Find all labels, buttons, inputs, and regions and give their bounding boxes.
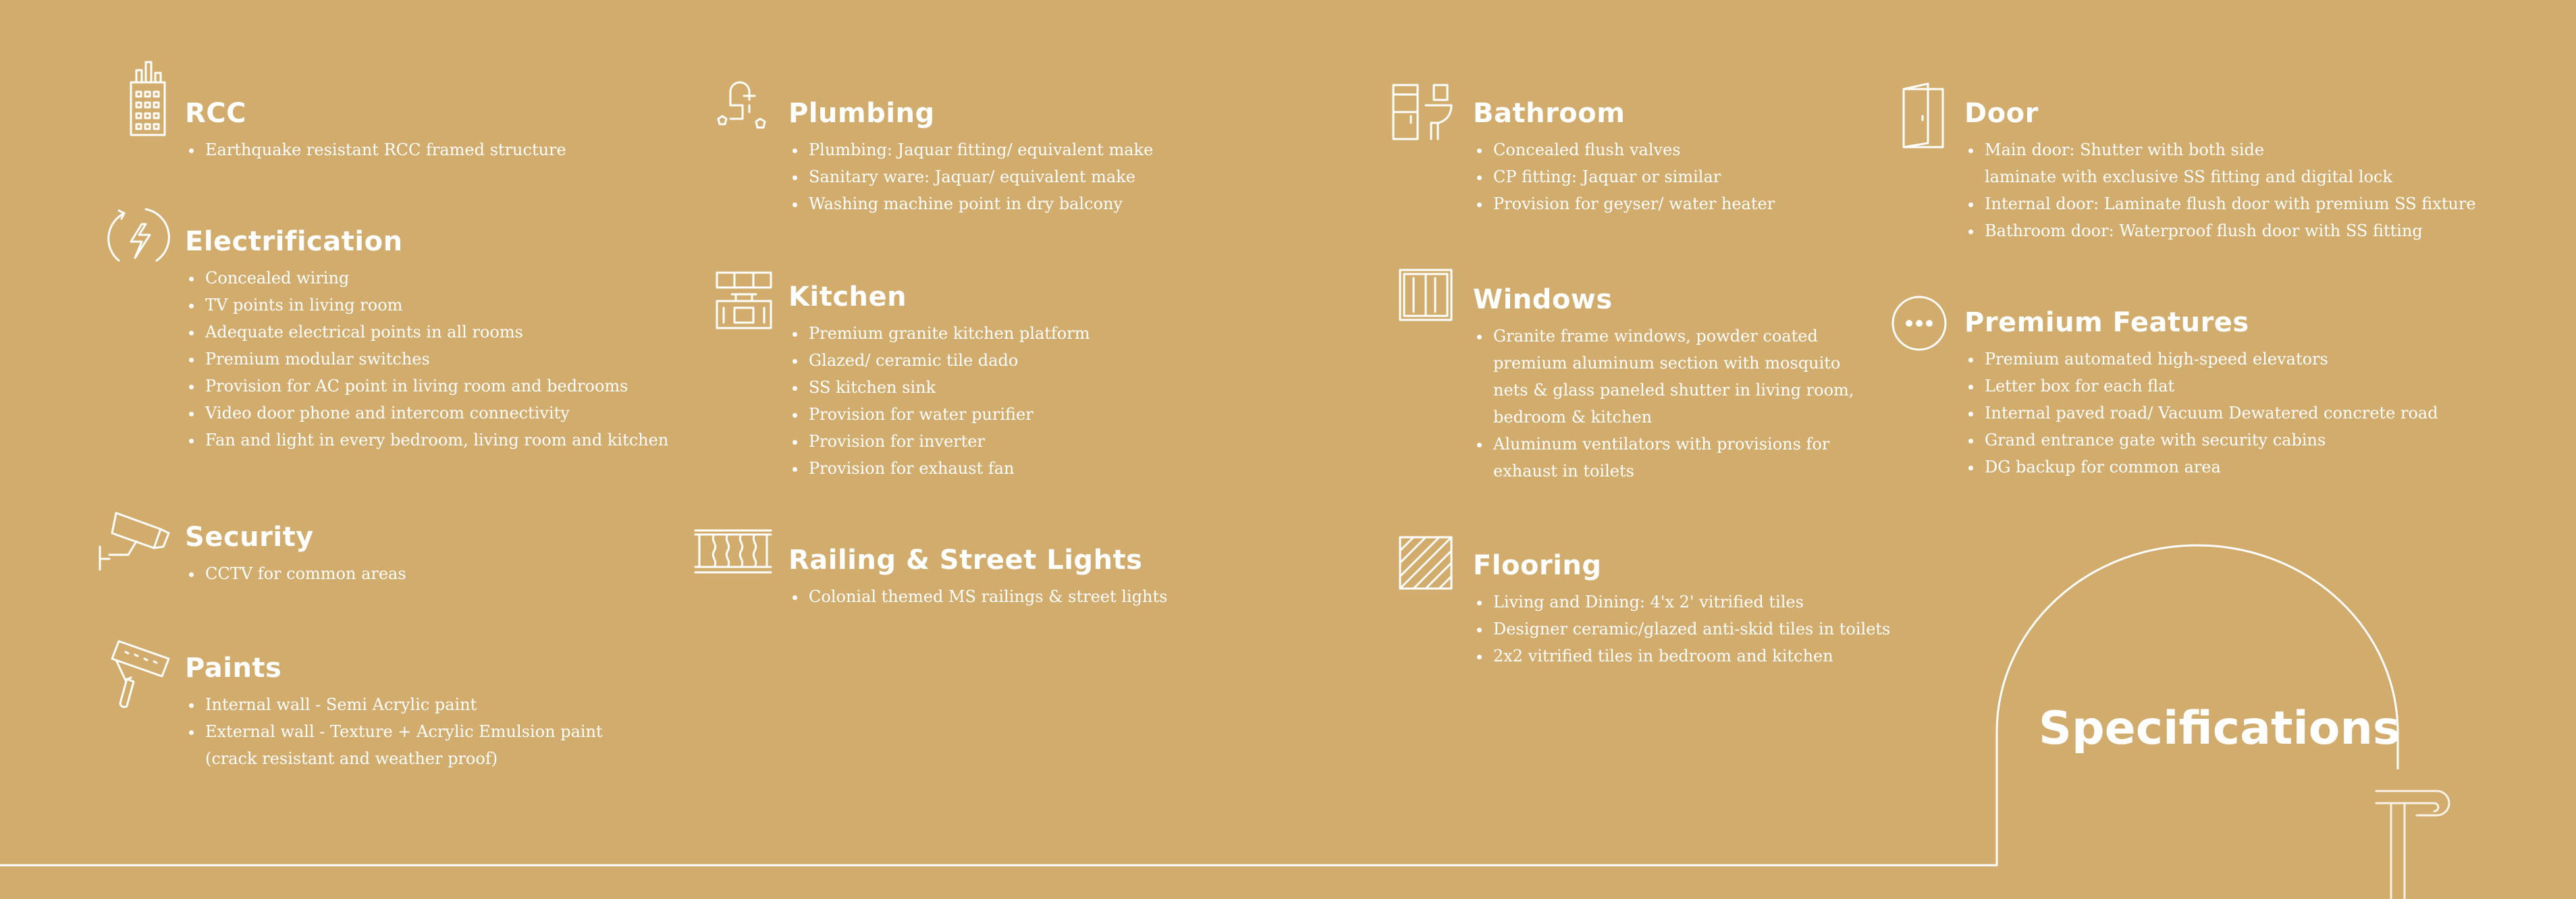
section-security xyxy=(185,521,406,587)
section-bathroom xyxy=(1473,97,1775,217)
faucet-icon xyxy=(716,78,772,139)
list-item: Concealed flush valves xyxy=(1473,136,1775,163)
list-item: Main door: Shutter with both side laminate with exclusive SS fitting and digital lock xyxy=(1964,136,2476,190)
list-item: DG backup for common area xyxy=(1964,454,2438,481)
section-title: Kitchen xyxy=(788,281,907,312)
section-flooring xyxy=(1473,549,1890,670)
section-electrification xyxy=(185,225,668,454)
kitchen-icon xyxy=(716,270,772,329)
more-dots-icon xyxy=(1890,294,1948,352)
list-item: External wall - Texture + Acrylic Emulsion paint (crack resistant and weather proof) xyxy=(185,718,603,772)
door-icon xyxy=(1901,82,1948,150)
section-title: Railing & Street Lights xyxy=(788,545,1143,576)
list-item: Fan and light in every bedroom, living room and kitchen xyxy=(185,427,668,454)
section-title: Electrification xyxy=(185,226,403,257)
section-kitchen xyxy=(788,281,1090,482)
window-icon xyxy=(1397,267,1454,323)
list-item: Internal wall - Semi Acrylic paint xyxy=(185,691,603,718)
list-item: Designer ceramic/glazed anti-skid tiles in toilets xyxy=(1473,616,1890,643)
section-title: Plumbing xyxy=(788,98,935,129)
section-railing-street-lights xyxy=(788,544,1167,610)
list-item: Colonial themed MS railings & street lights xyxy=(788,583,1167,610)
section-title: Premium Features xyxy=(1964,307,2249,338)
list-item: Washing machine point in dry balcony xyxy=(788,190,1153,217)
railing-icon xyxy=(694,526,772,576)
list-item: Internal door: Laminate flush door with premium SS fixture xyxy=(1964,190,2476,217)
list-item: CCTV for common areas xyxy=(185,560,406,587)
list-item: Glazed/ ceramic tile dado xyxy=(788,347,1090,374)
list-item: Provision for inverter xyxy=(788,428,1090,455)
section-premium-features xyxy=(1964,306,2438,481)
list-item: Concealed wiring xyxy=(185,265,668,292)
list-item: Video door phone and intercom connectivity xyxy=(185,400,668,427)
list-item: SS kitchen sink xyxy=(788,374,1090,401)
cctv-camera-icon xyxy=(96,506,171,571)
list-item: TV points in living room xyxy=(185,292,668,319)
list-item: CP fitting: Jaquar or similar xyxy=(1473,163,1775,190)
section-plumbing xyxy=(788,97,1153,217)
section-paints xyxy=(185,652,603,772)
page-title: Specifications xyxy=(2039,702,2400,755)
list-item: Earthquake resistant RCC framed structure xyxy=(185,136,566,163)
section-title: Security xyxy=(185,522,314,553)
list-item: Living and Dining: 4'x 2' vitrified tiles xyxy=(1473,589,1890,616)
list-item: Premium modular switches xyxy=(185,346,668,373)
section-windows xyxy=(1473,283,1854,485)
list-item: Internal paved road/ Vacuum Dewatered concrete road xyxy=(1964,400,2438,427)
lightning-icon xyxy=(104,204,171,271)
list-item: Granite frame windows, powder coated premium aluminum section with mosquito nets & glass paneled shutter in living room, bedroom & kitchen xyxy=(1473,323,1854,431)
section-title: Door xyxy=(1964,98,2039,129)
list-item: Adequate electrical points in all rooms xyxy=(185,319,668,346)
list-item: Premium automated high-speed elevators xyxy=(1964,346,2438,373)
list-item: Sanitary ware: Jaquar/ equivalent make xyxy=(788,163,1153,190)
pillar-logo-icon xyxy=(2369,783,2450,899)
list-item: Provision for water purifier xyxy=(788,401,1090,428)
section-title: Flooring xyxy=(1473,550,1602,581)
list-item: Plumbing: Jaquar fitting/ equivalent make xyxy=(788,136,1153,163)
section-rcc xyxy=(185,97,566,163)
building-icon xyxy=(126,61,170,136)
section-title: Paints xyxy=(185,653,282,684)
list-item: Provision for exhaust fan xyxy=(788,455,1090,482)
section-door xyxy=(1964,97,2476,244)
section-title: Bathroom xyxy=(1473,98,1626,129)
list-item: Premium granite kitchen platform xyxy=(788,320,1090,347)
list-item: Bathroom door: Waterproof flush door with SS fitting xyxy=(1964,217,2476,244)
list-item: 2x2 vitrified tiles in bedroom and kitchen xyxy=(1473,643,1890,670)
section-title: Windows xyxy=(1473,284,1613,315)
list-item: Grand entrance gate with security cabins xyxy=(1964,427,2438,454)
list-item: Letter box for each flat xyxy=(1964,373,2438,400)
bathroom-icon xyxy=(1391,82,1453,142)
list-item: Provision for geyser/ water heater xyxy=(1473,190,1775,217)
section-title: RCC xyxy=(185,98,247,129)
floor-tiles-icon xyxy=(1397,535,1454,591)
list-item: Aluminum ventilators with provisions for exhaust in toilets xyxy=(1473,431,1854,485)
paint-roller-icon xyxy=(105,638,173,713)
list-item: Provision for AC point in living room and bedrooms xyxy=(185,373,668,400)
